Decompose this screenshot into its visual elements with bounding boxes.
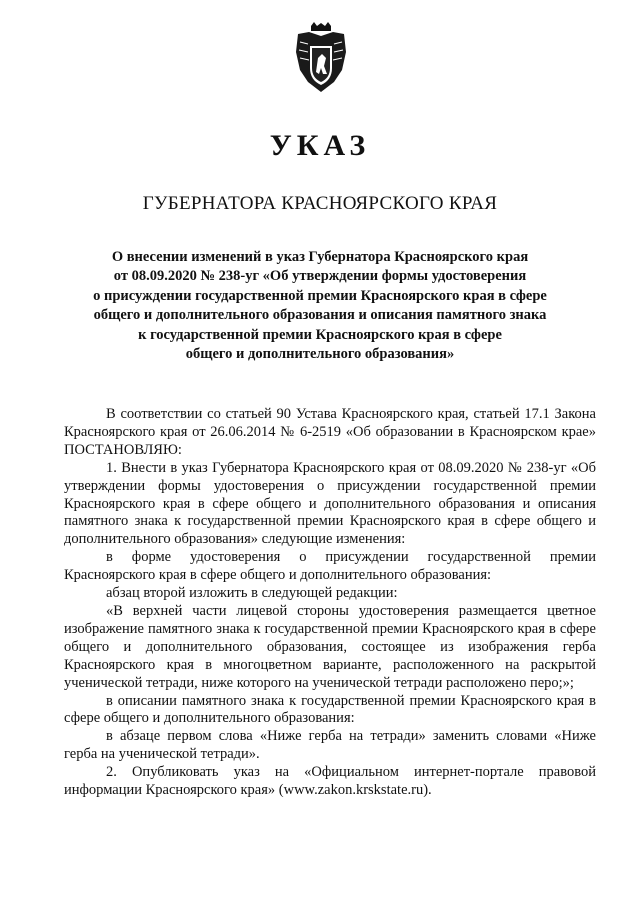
body-paragraph: в абзаце первом слова «Ниже герба на тетради» заменить словами «Ниже герба на ученической тетради».: [64, 728, 596, 763]
heading-line: к государственной премии Красноярского края в сфере: [138, 326, 502, 343]
body-paragraph: абзац второй изложить в следующей редакции:: [106, 585, 398, 602]
krasnoyarsk-coat-of-arms-icon: [294, 22, 348, 94]
body-paragraph: В соответствии со статьей 90 Устава Красноярского края, статьей 17.1 Закона Красноярского края от 26.06.2014 № 6-2519 «Об образовании в Красноярском крае» ПОСТАНОВЛЯЮ:: [64, 406, 596, 458]
heading-line: общего и дополнительного образования и описания памятного знака: [93, 307, 547, 324]
document-title: УКАЗ: [269, 129, 371, 162]
body-paragraph: в форме удостоверения о присуждении государственной премии Красноярского края в сфере общего и дополнительного образования:: [64, 549, 596, 584]
heading-line: от 08.09.2020 № 238-уг «Об утверждении формы удостоверения: [113, 268, 527, 285]
body-paragraph: в описании памятного знака к государственной премии Красноярского края в сфере общего и дополнительного образования:: [64, 692, 596, 727]
document-subtitle: ГУБЕРНАТОРА КРАСНОЯРСКОГО КРАЯ: [142, 193, 498, 214]
decree-body: [64, 406, 596, 800]
body-paragraph: 1. Внести в указ Губернатора Красноярского края от 08.09.2020 № 238-уг «Об утверждении формы удостоверения о присуждении государственной премии Красноярского края в сфере общего и дополнительного образования и описания памятного знака к государственной премии Красноярского края в сфере общего и дополнительного образования» следующие изменения:: [64, 459, 596, 548]
heading-line: О внесении изменений в указ Губернатора Красноярского края: [111, 249, 529, 265]
decree-heading: [80, 248, 560, 364]
heading-line: о присуждении государственной премии Красноярского края в сфере: [93, 287, 547, 304]
body-paragraph: «В верхней части лицевой стороны удостоверения размещается цветное изображение памятного знака к государственной премии Красноярского края в сфере общего и дополнительного образования, состоящее из изображения герба Красноярского края в многоцветном варианте, расположенного на раскрытой ученической тетради, ниже которого на ученической тетради расположено перо;»;: [64, 602, 596, 691]
body-paragraph: 2. Опубликовать указ на «Официальном интернет-портале правовой информации Красноярского края» (www.zakon.krskstate.ru).: [64, 764, 596, 799]
heading-line: общего и дополнительного образования»: [185, 346, 455, 363]
